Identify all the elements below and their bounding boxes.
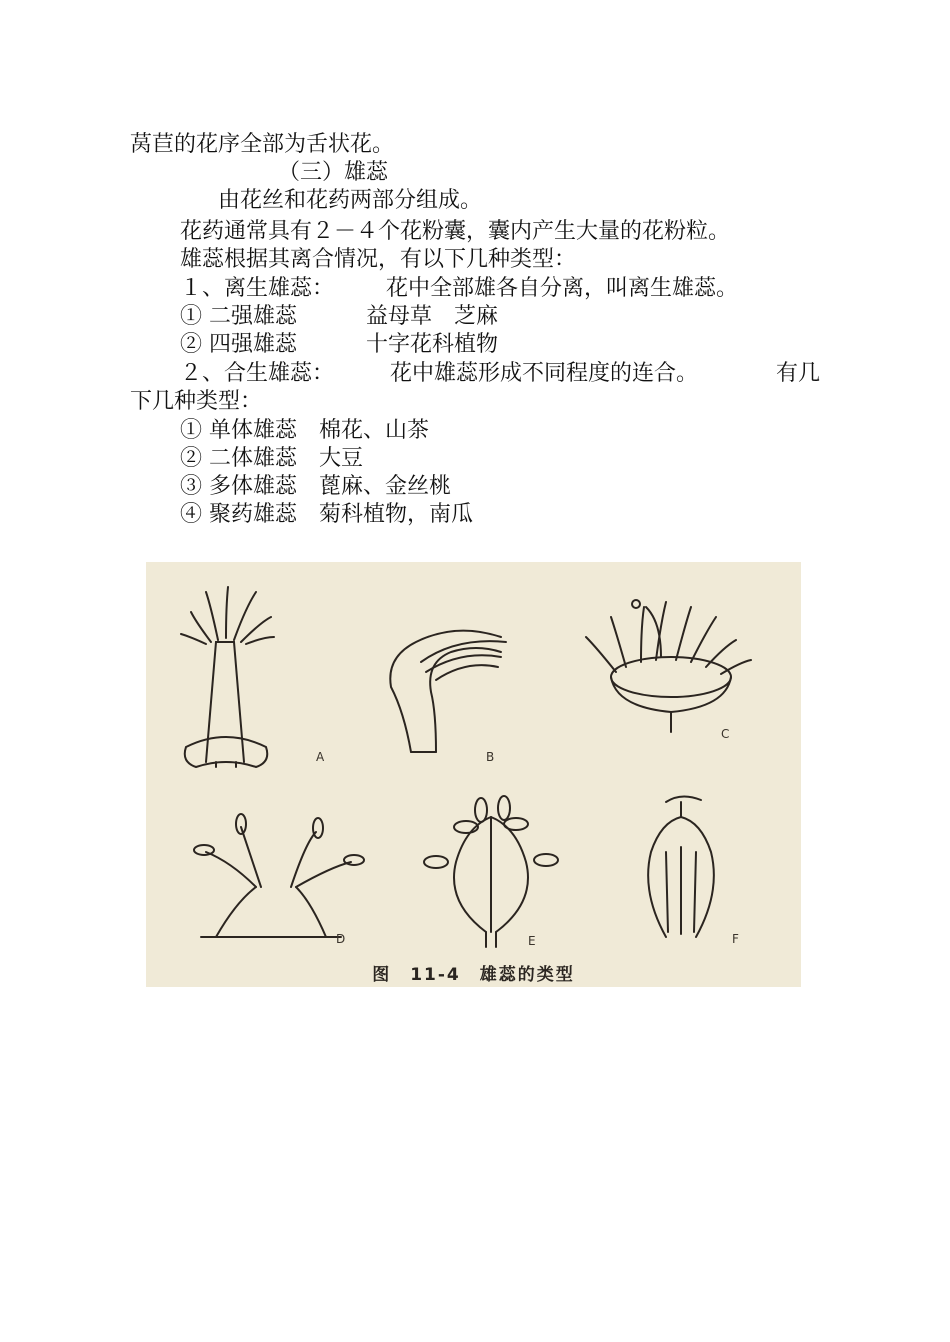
text-line: 花中雄蕊形成不同程度的连合。 [390, 361, 699, 386]
list-item-examples: 益母草 芝麻 [366, 304, 499, 329]
list-heading: ２、合生雄蕊： [180, 361, 335, 386]
list-item: ② 二体雄蕊 大豆 [180, 446, 363, 471]
text-line: 雄蕊根据其离合情况，有以下几种类型： [180, 247, 577, 272]
stamen-drawing-e [424, 796, 558, 947]
list-item: ② 四强雄蕊 [180, 332, 297, 357]
figure-caption: 图 11-4 雄蕊的类型 [372, 965, 575, 985]
section-heading: （三）雄蕊 [278, 160, 389, 185]
text-line: 花药通常具有２－４个花粉囊，囊内产生大量的花粉粒。 [180, 219, 731, 244]
text-line: 花中全部雄各自分离，叫离生雄蕊。 [386, 276, 739, 301]
stamen-types-figure [146, 562, 801, 987]
list-item: ③ 多体雄蕊 蓖麻、金丝桃 [180, 474, 451, 499]
list-heading: １、离生雄蕊： [180, 276, 335, 301]
figure-label-c: C [721, 727, 730, 741]
list-item-examples: 十字花科植物 [366, 332, 499, 357]
stamen-drawing-d [194, 814, 364, 937]
stamen-illustration [146, 562, 801, 987]
text-line: 有几 [776, 361, 821, 386]
text-line: 莴苣的花序全部为舌状花。 [130, 132, 395, 157]
figure-label-e: E [528, 934, 536, 948]
stamen-drawing-c [586, 600, 751, 732]
list-item: ④ 聚药雄蕊 菊科植物，南瓜 [180, 502, 473, 527]
figure-label-a: A [316, 750, 325, 764]
figure-label-b: B [486, 750, 495, 764]
figure-label-f: F [732, 932, 739, 946]
stamen-drawing-a [181, 587, 274, 767]
figure-label-d: D [336, 932, 346, 946]
list-item: ① 单体雄蕊 棉花、山茶 [180, 418, 429, 443]
stamen-drawing-f [648, 796, 714, 937]
text-line: 由花丝和花药两部分组成。 [218, 188, 483, 213]
text-line: 下几种类型： [130, 389, 263, 414]
stamen-drawing-b [390, 631, 506, 752]
list-item: ① 二强雄蕊 [180, 304, 297, 329]
